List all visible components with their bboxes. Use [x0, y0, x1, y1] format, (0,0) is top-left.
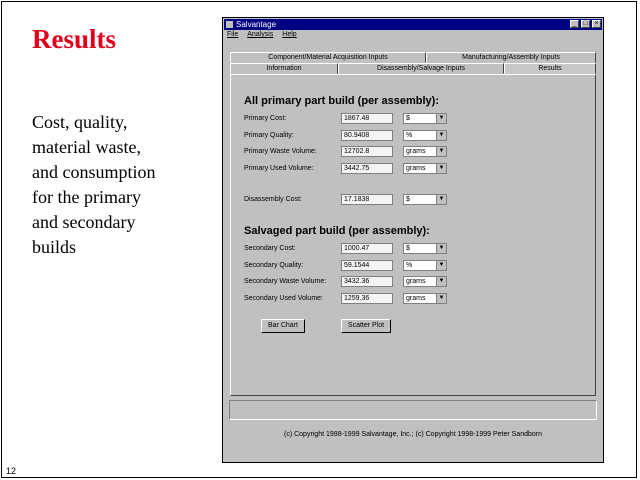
unit-value: grams	[406, 165, 426, 172]
tab-disassembly-salvage[interactable]: Disassembly/Salvage Inputs	[338, 63, 504, 74]
unit-value: %	[406, 132, 413, 139]
primary-waste-volume-label: Primary Waste Volume:	[244, 148, 317, 155]
primary-cost-unit-select[interactable]	[403, 113, 447, 124]
slide-title: Results	[32, 24, 117, 54]
results-panel	[230, 74, 596, 396]
primary-used-volume-field[interactable]: 3442.75	[341, 163, 393, 174]
secondary-cost-field[interactable]: 1000.47	[341, 243, 393, 254]
secondary-used-volume-field[interactable]: 1259.36	[341, 293, 393, 304]
menu-bar	[224, 30, 602, 40]
page-number: 12	[6, 466, 17, 476]
primary-used-volume-unit-select[interactable]	[403, 163, 447, 174]
unit-value: %	[406, 262, 413, 269]
secondary-quality-label: Secondary Quality:	[244, 262, 304, 269]
tab-component-material-acquisition[interactable]: Component/Material Acquisition Inputs	[230, 52, 426, 63]
window-title: Salvantage	[236, 20, 277, 29]
tab-manufacturing-assembly[interactable]: Manufacturing/Assembly Inputs	[426, 52, 596, 63]
unit-value: grams	[406, 295, 426, 302]
secondary-used-volume-unit-select[interactable]	[403, 293, 447, 304]
menu-analysis[interactable]: Analysis	[247, 31, 274, 38]
disassembly-cost-field[interactable]: 17.1838	[341, 194, 393, 205]
primary-used-volume-label: Primary Used Volume:	[244, 165, 314, 172]
menu-file[interactable]: File	[227, 31, 239, 38]
primary-heading: All primary part build (per assembly):	[244, 95, 439, 107]
primary-waste-volume-unit-select[interactable]	[403, 146, 447, 157]
copyright-text: (c) Copyright 1998-1999 Salvantage, Inc.; (c) Copyright 1998-1999 Peter Sandborn	[284, 431, 542, 438]
scatter-plot-button[interactable]: Scatter Plot	[341, 319, 391, 333]
bar-chart-button[interactable]: Bar Chart	[261, 319, 305, 333]
secondary-waste-volume-field[interactable]: 3432.36	[341, 276, 393, 287]
status-bar	[229, 400, 597, 420]
secondary-waste-volume-unit-select[interactable]	[403, 276, 447, 287]
unit-value: grams	[406, 278, 426, 285]
primary-quality-field[interactable]: 80.9408	[341, 130, 393, 141]
menu-help[interactable]: Help	[282, 31, 297, 38]
slide-body	[32, 110, 192, 260]
chevron-down-icon[interactable]: ▼	[436, 114, 446, 123]
salvaged-heading: Salvaged part build (per assembly):	[244, 225, 430, 237]
slide-body-line: Cost, quality,	[32, 112, 128, 132]
chevron-down-icon[interactable]: ▼	[436, 147, 446, 156]
chevron-down-icon[interactable]: ▼	[436, 294, 446, 303]
slide-body-line: for the primary	[32, 187, 141, 207]
slide-body-line: builds	[32, 237, 77, 257]
disassembly-cost-unit-select[interactable]	[403, 194, 447, 205]
primary-waste-volume-field[interactable]: 12702.8	[341, 146, 393, 157]
primary-cost-field[interactable]: 1867.48	[341, 113, 393, 124]
chevron-down-icon[interactable]: ▼	[436, 131, 446, 140]
title-bar[interactable]	[224, 19, 602, 30]
secondary-used-volume-label: Secondary Used Volume:	[244, 295, 323, 302]
maximize-icon[interactable]: □	[581, 20, 590, 28]
app-icon	[226, 21, 233, 28]
primary-quality-unit-select[interactable]	[403, 130, 447, 141]
secondary-quality-field[interactable]: 59.1544	[341, 260, 393, 271]
slide-body-line: and secondary	[32, 212, 136, 232]
secondary-quality-unit-select[interactable]	[403, 260, 447, 271]
unit-value: grams	[406, 148, 426, 155]
slide-body-line: material waste,	[32, 137, 141, 157]
secondary-cost-label: Secondary Cost:	[244, 245, 296, 252]
minimize-icon[interactable]: _	[570, 20, 579, 28]
unit-value: $	[406, 196, 410, 203]
slide-body-line: and consumption	[32, 162, 156, 182]
chevron-down-icon[interactable]: ▼	[436, 261, 446, 270]
chevron-down-icon[interactable]: ▼	[436, 244, 446, 253]
chevron-down-icon[interactable]: ▼	[436, 164, 446, 173]
primary-cost-label: Primary Cost:	[244, 115, 287, 122]
primary-quality-label: Primary Quality:	[244, 132, 294, 139]
disassembly-cost-label: Disassembly Cost:	[244, 196, 302, 203]
app-window	[222, 17, 604, 463]
secondary-cost-unit-select[interactable]	[403, 243, 447, 254]
unit-value: $	[406, 115, 410, 122]
tab-results[interactable]: Results	[504, 63, 596, 74]
secondary-waste-volume-label: Secondary Waste Volume:	[244, 278, 327, 285]
chevron-down-icon[interactable]: ▼	[436, 195, 446, 204]
chevron-down-icon[interactable]: ▼	[436, 277, 446, 286]
unit-value: $	[406, 245, 410, 252]
tab-information[interactable]: Information	[230, 63, 338, 74]
close-icon[interactable]: ×	[592, 20, 601, 28]
